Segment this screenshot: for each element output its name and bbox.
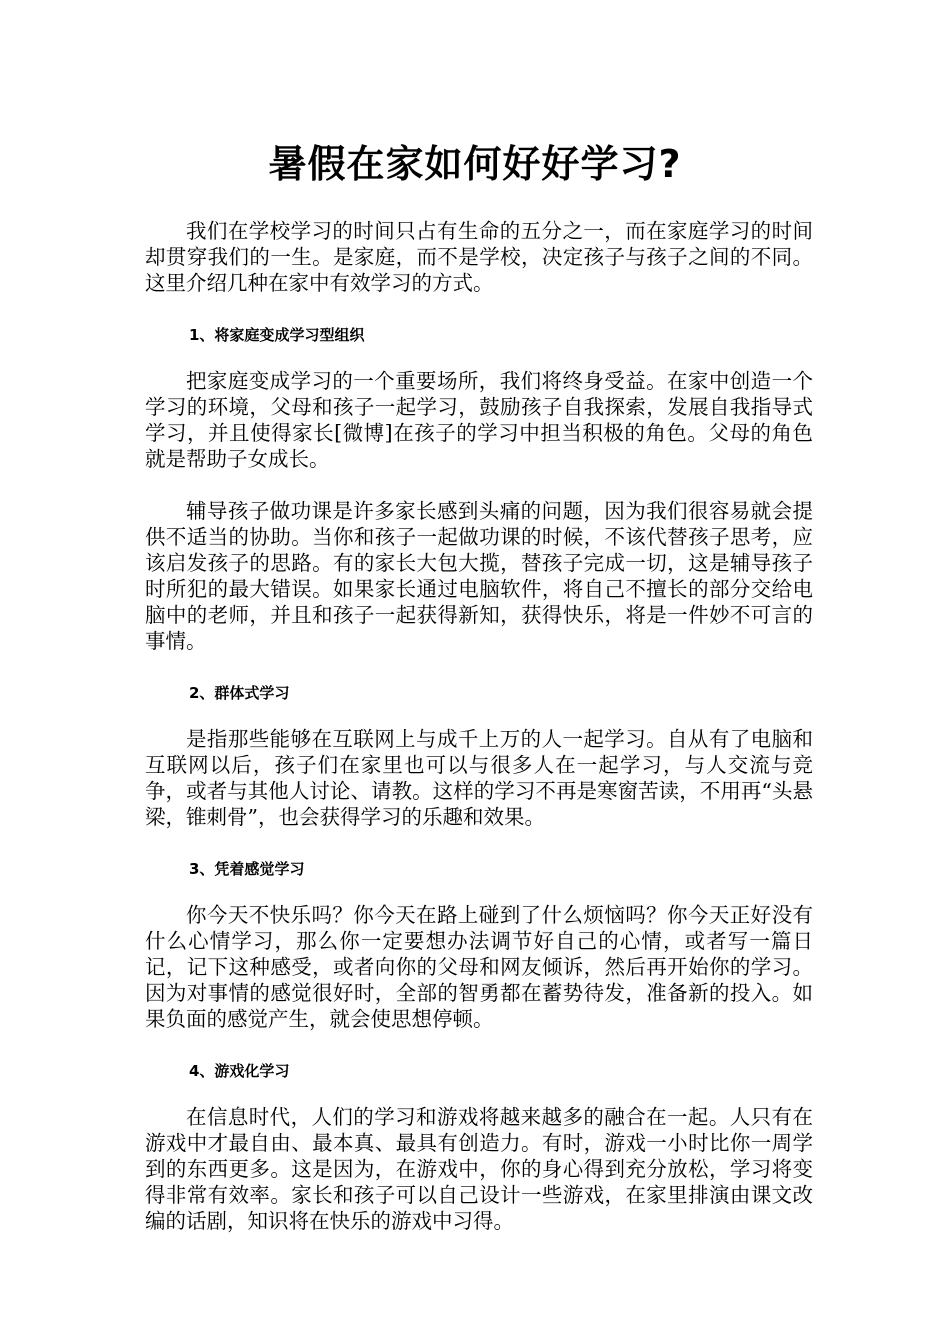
section-heading-1: 1、将家庭变成学习型组织	[189, 326, 365, 344]
document-body	[145, 218, 813, 1234]
section-heading-2: 2、群体式学习	[189, 684, 290, 702]
section-heading-4: 4、游戏化学习	[189, 1062, 290, 1080]
section-2-paragraph-1: 是指那些能够在互联网上与成千上万的人一起学习。自从有了电脑和互联网以后，孩子们在家里也可以与很多人在一起学习，与人交流与竞争，或者与其他人讨论、请教。这样的学习不再是寒窗苦读，不用再“头悬梁，锥刺骨”，也会获得学习的乐趣和效果。	[145, 727, 813, 829]
section-4-paragraph-1: 在信息时代，人们的学习和游戏将越来越多的融合在一起。人只有在游戏中才最自由、最本真、最具有创造力。有时，游戏一小时比你一周学到的东西更多。这是因为，在游戏中，你的身心得到充分放松，学习将变得非常有效率。家长和孩子可以自己设计一些游戏，在家里排演由课文改编的话剧，知识将在快乐的游戏中习得。	[145, 1105, 813, 1233]
document-title: 暑假在家如何好好学习?	[268, 142, 682, 186]
section-1-paragraph-1: 把家庭变成学习的一个重要场所，我们将终身受益。在家中创造一个学习的环境，父母和孩子一起学习，鼓励孩子自我探索，发展自我指导式学习，并且使得家长[微博]在孩子的学习中担当积极的角色。父母的角色就是帮助子女成长。	[145, 369, 813, 471]
intro-paragraph: 我们在学校学习的时间只占有生命的五分之一，而在家庭学习的时间却贯穿我们的一生。是家庭，而不是学校，决定孩子与孩子之间的不同。这里介绍几种在家中有效学习的方式。	[145, 219, 813, 295]
section-1-paragraph-2: 辅导孩子做功课是许多家长感到头痛的问题，因为我们很容易就会提供不适当的协助。当你和孩子一起做功课的时候，不该代替孩子思考，应该启发孩子的思路。有的家长大包大揽，替孩子完成一切，这是辅导孩子时所犯的最大错误。如果家长通过电脑软件，将自己不擅长的部分交给电脑中的老师，并且和孩子一起获得新知，获得快乐，将是一件妙不可言的事情。	[145, 499, 813, 653]
section-3-paragraph-1: 你今天不快乐吗？你今天在路上碰到了什么烦恼吗？你今天正好没有什么心情学习，那么你一定要想办法调节好自己的心情，或者写一篇日记，记下这种感受，或者向你的父母和网友倾诉，然后再开始你的学习。因为对事情的感觉很好时，全部的智勇都在蓄势待发，准备新的投入。如果负面的感觉产生，就会使思想停顿。	[145, 903, 813, 1031]
section-heading-3: 3、凭着感觉学习	[189, 860, 305, 878]
